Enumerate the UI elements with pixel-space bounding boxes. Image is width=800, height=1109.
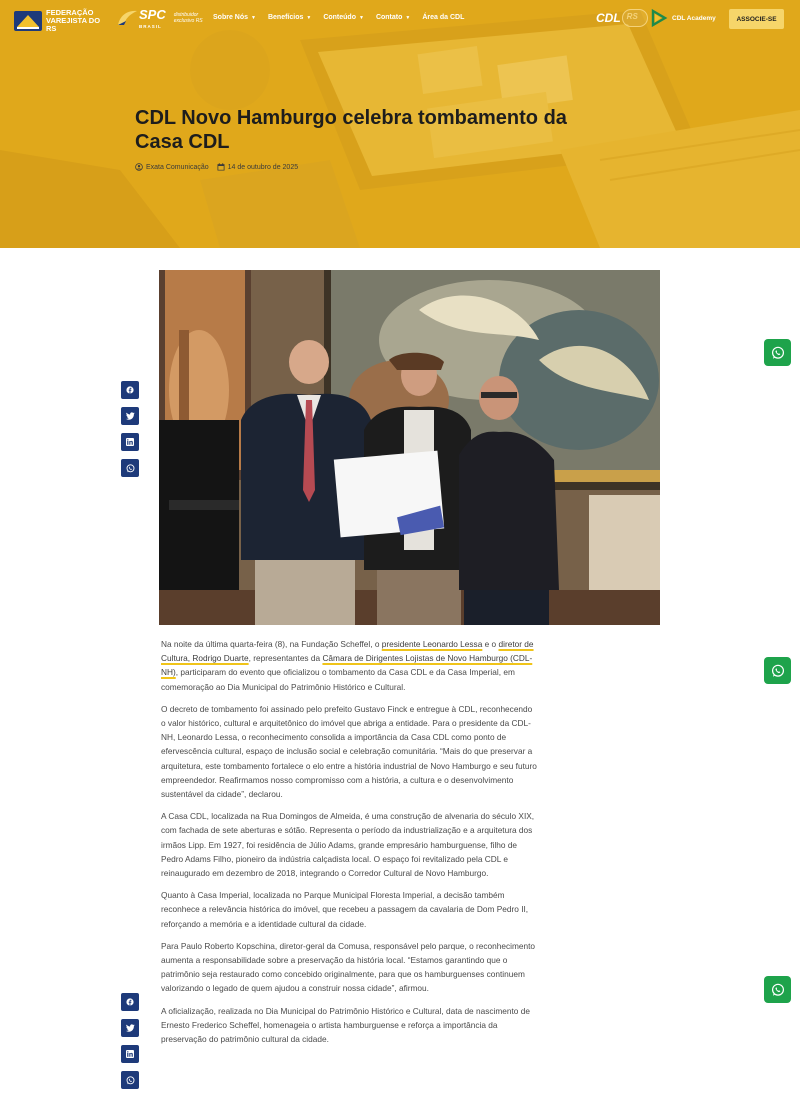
- spc-logo-icon: [116, 9, 138, 27]
- link-cdl-nh[interactable]: Câmara de Dirigentes Lojistas de Novo Hamburgo (CDL-NH): [161, 653, 533, 678]
- menu-item-conteudo[interactable]: [323, 14, 364, 21]
- menu-item-beneficios[interactable]: [268, 14, 311, 21]
- post-date: [217, 163, 298, 171]
- cdl-academy-link[interactable]: [650, 9, 716, 27]
- post-author[interactable]: [135, 163, 209, 171]
- academy-label: CDL Academy: [672, 14, 716, 22]
- main-menu: [213, 14, 476, 21]
- spc-logo[interactable]: [116, 9, 206, 33]
- menu-item-label: Conteúdo: [323, 14, 356, 21]
- article-paragraph: Para Paulo Roberto Kopschina, diretor-geral da Comusa, responsável pelo parque, o reconhecimento aumenta a responsabilidade sobre a preservação da história local. “Estamos garantindo que o patrimônio seja restaurado como concebido originalmente, para que os hamburguenses continuem valorizando o legado de quem ajudou a construir nossa cidade”, afirmou.: [161, 940, 536, 994]
- whatsapp-icon: [771, 983, 785, 997]
- article-paragraph: O decreto de tombamento foi assinado pelo prefeito Gustavo Finck e entregue à CDL, reconhecendo o valor histórico, cultural e arquitetônico do imóvel que abriga a entidade. Para o presidente da CDL-NH, Leonardo Lessa, o reconhecimento consolida a importância da Casa CDL como ponto de efervescência cultural, espaço de inclusão social e celebração comunitária. “Mais do que preservar a arquitetura, este tombamento fortalece o elo entre a história industrial de Novo Hamburgo e seu futuro empreendedor. Reafirmamos nosso compromisso com a história, a cultura e o desenvolvimento sustentável da cidade”, declarou.: [161, 703, 537, 800]
- menu-item-label: Área da CDL: [422, 14, 465, 21]
- event-photo: [159, 270, 660, 625]
- menu-item-label: Contato: [375, 14, 403, 21]
- cdl-badge-text: RS: [626, 12, 638, 21]
- chevron-down-icon: ▼: [359, 14, 364, 21]
- associe-se-button[interactable]: ASSOCIE-SE: [729, 9, 784, 29]
- twitter-icon: [126, 1024, 135, 1032]
- share-facebook-button[interactable]: [121, 381, 139, 399]
- share-linkedin-button[interactable]: [121, 433, 139, 451]
- linkedin-icon: [126, 438, 134, 446]
- menu-item-label: Sobre Nós: [213, 14, 249, 21]
- paragraph-text: , representantes da: [248, 653, 323, 664]
- author-name: Exata Comunicação: [146, 163, 209, 171]
- date-text: 14 de outubro de 2025: [227, 163, 299, 171]
- top-navigation: [0, 0, 800, 40]
- menu-item-area-da-cdl[interactable]: [422, 14, 464, 21]
- twitter-icon: [126, 412, 135, 420]
- share-linkedin-button[interactable]: [121, 1045, 139, 1063]
- share-twitter-button[interactable]: [121, 407, 139, 425]
- share-facebook-button[interactable]: [121, 993, 139, 1011]
- user-icon: [135, 163, 143, 171]
- cdl-rs-logo[interactable]: [596, 9, 648, 27]
- post-meta: [135, 163, 306, 171]
- page-title: CDL Novo Hamburgo celebra tombamento da Casa CDL: [135, 107, 567, 153]
- share-whatsapp-button[interactable]: [121, 459, 139, 477]
- paragraph-text: , participaram do evento que oficializou o tombamento da Casa CDL e da Casa Imperial, em comemoração ao Dia Municipal do Patrimônio Histórico e Cultural.: [161, 667, 515, 692]
- academy-logo-icon: [650, 9, 668, 27]
- facebook-icon: [126, 386, 134, 394]
- chevron-down-icon: ▼: [405, 14, 411, 21]
- facebook-icon: [126, 998, 134, 1006]
- whatsapp-float-button[interactable]: [764, 339, 791, 366]
- share-bar-top: [121, 381, 139, 485]
- article-paragraph: A Casa CDL, localizada na Rua Domingos de Almeida, é uma construção de alvenaria do século XIX, com fachada de sete aberturas e sótão. Representa o período da industrialização e a arquitetura dos irmãos Lipp. Em 1927, foi residência de Júlio Adams, grande empresário hamburguense, filho de Pedro Adams Filho, pioneiro da indústria calçadista local. O espaço foi revitalizado pela CDL e reinaugurado em dezembro de 2018, integrando o Corredor Cultural de Novo Hamburgo.: [161, 811, 535, 879]
- share-bar-bottom: [121, 993, 139, 1097]
- link-diretor-cultura[interactable]: diretor de Cultura, Rodrigo Duarte: [161, 639, 534, 664]
- spc-distributor-note: distribuidor exclusivo RS: [173, 12, 203, 24]
- paragraph-text: Na noite da última quarta-feira (8), na Fundação Scheffel, o: [161, 639, 382, 649]
- link-presidente[interactable]: presidente Leonardo Lessa: [381, 639, 483, 649]
- whatsapp-float-button[interactable]: [764, 657, 791, 684]
- spc-logo-sub: BRASIL: [139, 24, 162, 29]
- linkedin-icon: [126, 1050, 134, 1058]
- menu-item-sobre-nos[interactable]: [213, 14, 256, 21]
- share-whatsapp-button[interactable]: [121, 1071, 139, 1089]
- whatsapp-icon: [771, 346, 785, 360]
- whatsapp-float-button[interactable]: [764, 976, 791, 1003]
- share-twitter-button[interactable]: [121, 1019, 139, 1037]
- article-paragraph: Quanto à Casa Imperial, localizada no Parque Municipal Floresta Imperial, a decisão também reconhece a relevância histórica do imóvel, que recebeu a passagem da cavalaria de Dom Pedro II, reforçando a memória e a identidade cultural da cidade.: [161, 890, 529, 929]
- article-featured-image: [159, 270, 660, 625]
- menu-item-contato[interactable]: [376, 14, 410, 21]
- federacao-logo[interactable]: [14, 9, 110, 33]
- menu-item-label: Benefícios: [267, 14, 304, 21]
- article-paragraph: A oficialização, realizada no Dia Municipal do Patrimônio Histórico e Cultural, data de nascimento de Ernesto Frederico Scheffel, homenageia o artista hamburguense e reforça a importância da preservação do patrimônio cultural da cidade.: [161, 1005, 530, 1045]
- whatsapp-icon: [126, 1076, 135, 1085]
- chevron-down-icon: ▼: [306, 14, 312, 21]
- calendar-icon: [217, 163, 225, 171]
- chevron-down-icon: ▼: [251, 14, 256, 21]
- spc-logo-text: SPC: [139, 7, 166, 22]
- article-paragraph: [161, 637, 537, 694]
- federacao-logo-icon: [14, 11, 42, 31]
- paragraph-text: e o: [482, 639, 499, 649]
- whatsapp-icon: [771, 664, 785, 678]
- article-body: [161, 637, 537, 1054]
- federacao-logo-text: FEDERAÇÃO VAREJISTA DO RS: [46, 8, 101, 33]
- cdl-logo-text: CDL: [596, 11, 621, 25]
- cdl-rs-badge: [622, 9, 648, 27]
- whatsapp-icon: [126, 464, 135, 473]
